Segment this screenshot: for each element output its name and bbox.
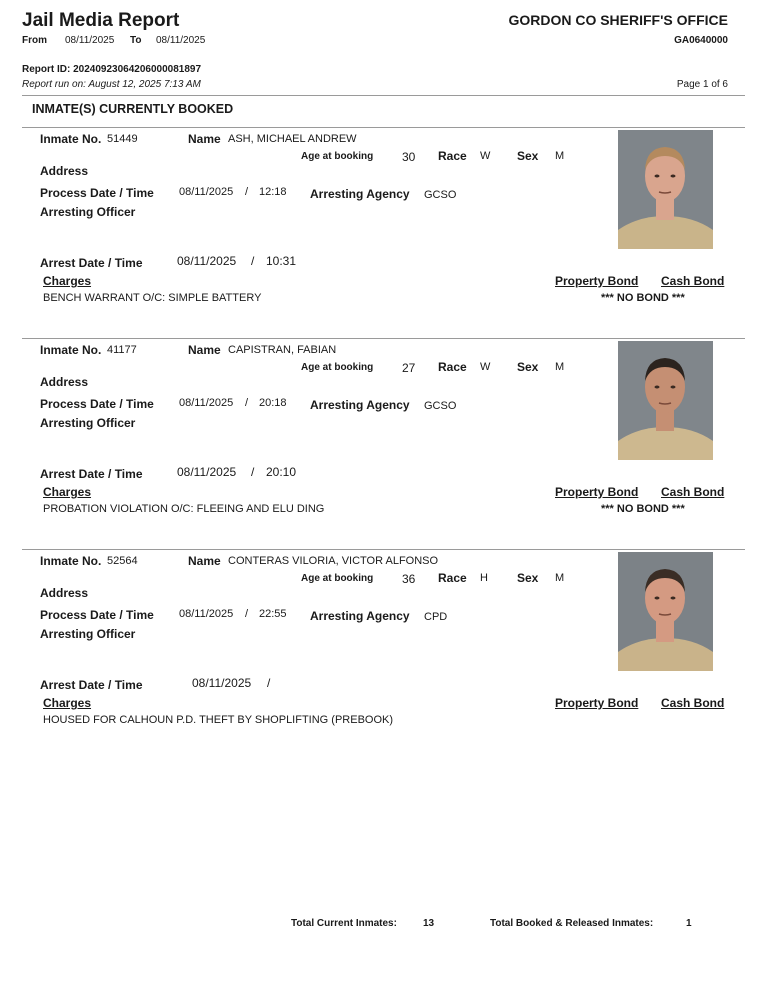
property-bond-label: Property Bond (555, 274, 639, 288)
process-date: 08/11/2025 (179, 608, 234, 620)
bond-status: *** NO BOND *** (601, 292, 685, 304)
process-time: 12:18 (259, 186, 287, 198)
inmate-no-label: Inmate No. (40, 132, 102, 146)
inmate-no-label: Inmate No. (40, 554, 102, 568)
to-date: 08/11/2025 (156, 35, 206, 46)
arresting-officer-label: Arresting Officer (40, 205, 136, 219)
total-released-label: Total Booked & Released Inmates: (490, 918, 654, 929)
age-value: 30 (402, 150, 416, 164)
process-slash: / (245, 397, 249, 409)
race-label: Race (438, 149, 467, 163)
sex-value: M (555, 572, 565, 584)
inmate-name: ASH, MICHAEL ANDREW (228, 133, 357, 145)
arrest-date: 08/11/2025 (177, 254, 237, 268)
charges-label: Charges (43, 485, 92, 499)
header-divider (22, 95, 745, 96)
record-divider (22, 549, 745, 550)
arresting-agency-label: Arresting Agency (310, 398, 410, 412)
age-label: Age at booking (301, 573, 374, 584)
arresting-officer-label: Arresting Officer (40, 627, 136, 641)
total-released-value: 1 (686, 918, 692, 929)
address-label: Address (40, 586, 89, 600)
cash-bond-label: Cash Bond (661, 274, 725, 288)
report-id: Report ID: 20240923064206000081897 (22, 64, 202, 75)
from-date: 08/11/2025 (65, 35, 115, 46)
to-label: To (130, 35, 142, 46)
arresting-agency-label: Arresting Agency (310, 187, 410, 201)
property-bond-label: Property Bond (555, 485, 639, 499)
sex-label: Sex (517, 149, 539, 163)
age-label: Age at booking (301, 151, 374, 162)
race-label: Race (438, 571, 467, 585)
arresting-agency: CPD (424, 611, 448, 623)
report-title: Jail Media Report (22, 10, 180, 31)
race-value: H (480, 572, 488, 584)
arresting-agency: GCSO (424, 189, 457, 201)
record-divider (22, 127, 745, 128)
process-date: 08/11/2025 (179, 397, 234, 409)
bond-status: *** NO BOND *** (601, 503, 685, 515)
process-label: Process Date / Time (40, 186, 154, 200)
arresting-officer-label: Arresting Officer (40, 416, 136, 430)
total-current-label: Total Current Inmates: (291, 918, 397, 929)
process-label: Process Date / Time (40, 397, 154, 411)
address-label: Address (40, 164, 89, 178)
arrest-date: 08/11/2025 (192, 676, 252, 690)
charges-label: Charges (43, 274, 92, 288)
from-label: From (22, 35, 47, 46)
inmate-no: 52564 (107, 555, 138, 567)
sex-value: M (555, 150, 565, 162)
sex-value: M (555, 361, 565, 373)
charge-text: BENCH WARRANT O/C: SIMPLE BATTERY (43, 292, 262, 304)
mugshot-photo (618, 552, 713, 671)
inmate-record (0, 127, 773, 332)
page-number: Page 1 of 6 (676, 79, 728, 90)
inmate-no: 41177 (107, 344, 137, 356)
process-slash: / (245, 608, 249, 620)
name-label: Name (188, 132, 221, 146)
process-slash: / (245, 186, 249, 198)
inmate-record (0, 549, 773, 754)
sex-label: Sex (517, 360, 539, 374)
charges-label: Charges (43, 696, 92, 710)
age-value: 36 (402, 572, 416, 586)
inmate-name: CONTERAS VILORIA, VICTOR ALFONSO (228, 555, 439, 567)
race-label: Race (438, 360, 467, 374)
record-divider (22, 338, 745, 339)
process-time: 20:18 (259, 397, 287, 409)
process-date: 08/11/2025 (179, 186, 234, 198)
arrest-label: Arrest Date / Time (40, 678, 143, 692)
inmate-record (0, 338, 773, 543)
name-label: Name (188, 554, 221, 568)
agency-name: GORDON CO SHERIFF'S OFFICE (508, 12, 728, 28)
charge-text: HOUSED FOR CALHOUN P.D. THEFT BY SHOPLIFTING (PREBOOK) (43, 714, 394, 726)
report-run-on: Report run on: August 12, 2025 7:13 AM (22, 79, 201, 90)
age-value: 27 (402, 361, 416, 375)
arrest-slash: / (251, 254, 255, 268)
arrest-label: Arrest Date / Time (40, 256, 143, 270)
race-value: W (480, 150, 491, 162)
arrest-slash: / (251, 465, 255, 479)
arrest-time: 10:31 (266, 254, 297, 268)
arrest-date: 08/11/2025 (177, 465, 237, 479)
arresting-agency: GCSO (424, 400, 457, 412)
name-label: Name (188, 343, 221, 357)
inmate-no-label: Inmate No. (40, 343, 102, 357)
process-time: 22:55 (259, 608, 287, 620)
charge-text: PROBATION VIOLATION O/C: FLEEING AND ELU DING (43, 503, 325, 515)
process-label: Process Date / Time (40, 608, 154, 622)
age-label: Age at booking (301, 362, 374, 373)
mugshot-photo (618, 130, 713, 249)
total-current-value: 13 (423, 918, 435, 929)
agency-code: GA0640000 (674, 35, 728, 46)
cash-bond-label: Cash Bond (661, 696, 725, 710)
mugshot-photo (618, 341, 713, 460)
cash-bond-label: Cash Bond (661, 485, 725, 499)
arrest-time: 20:10 (266, 465, 297, 479)
arresting-agency-label: Arresting Agency (310, 609, 410, 623)
section-title: INMATE(S) CURRENTLY BOOKED (32, 102, 234, 116)
inmate-no: 51449 (107, 133, 138, 145)
race-value: W (480, 361, 491, 373)
arrest-slash: / (267, 676, 271, 690)
address-label: Address (40, 375, 89, 389)
sex-label: Sex (517, 571, 539, 585)
inmate-name: CAPISTRAN, FABIAN (228, 344, 337, 356)
arrest-label: Arrest Date / Time (40, 467, 143, 481)
property-bond-label: Property Bond (555, 696, 639, 710)
